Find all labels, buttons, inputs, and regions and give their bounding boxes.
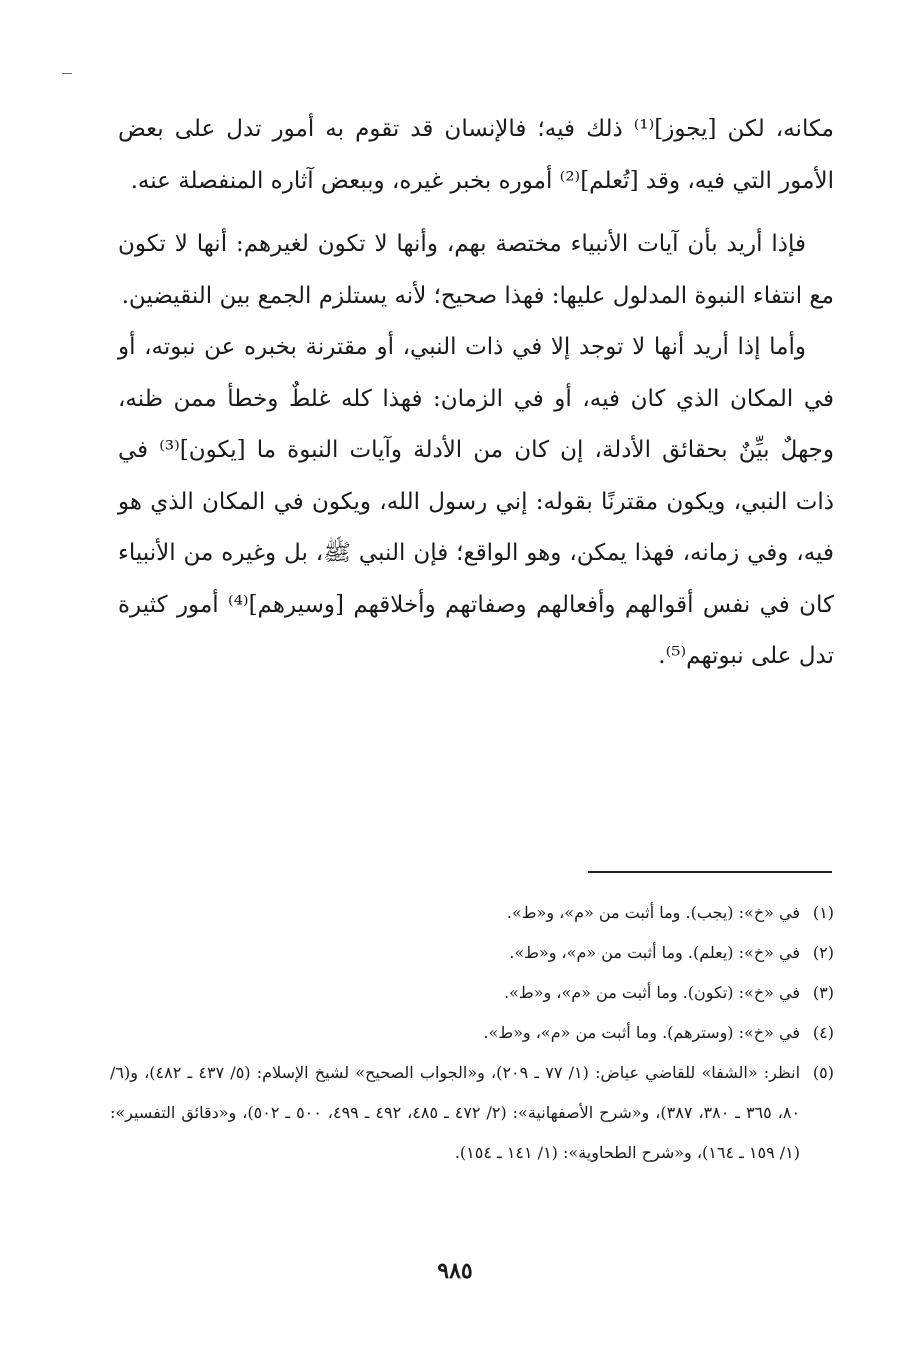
footnotes — [110, 893, 834, 1173]
footnote-number: (١) — [812, 903, 834, 922]
footnote-3 — [110, 973, 834, 1013]
footnote-text: في «خ»: (يعلم). وما أثبت من «م»، و«ط». — [509, 943, 800, 962]
footnote-2 — [110, 933, 834, 973]
footnote-number: (٣) — [812, 983, 834, 1002]
paragraph-3: وأما إذا أريد أنها لا توجد إلا في ذات النبي، أو مقترنة بخبره عن نبوته، أو في المكان الذي كان فيه، أو في الزمان: فهذا كله غلطٌ وخطأ ممن ظنه، وجهلٌ بيِّنٌ بحقائق الأدلة، إن كان من الأدلة وآيات النبوة ما [يكون]⁽³⁾ في ذات النبي، ويكون مقترنًا بقوله: إني رسول الله، ويكون في المكان الذي هو فيه، وفي زمانه، فهذا يمكن، وهو الواقع؛ فإن النبي ﷺ، بل وغيره من الأنبياء كان في نفس أقوالهم وأفعالهم وصفاتهم وأخلاقهم [وسيرهم]⁽⁴⁾ أمور كثيرة تدل على نبوتهم⁽⁵⁾. — [118, 334, 835, 669]
footnote-4 — [110, 1013, 834, 1053]
footnote-text: انظر: «الشفا» للقاضي عياض: (١/ ٧٧ ـ ٢٠٩)، و«الجواب الصحيح» لشيخ الإسلام: (٥/ ٤٣٧ ـ ٤٨٢)، و(٦/ ٨٠، ٣٦٥ ـ ٣٨٠، ٣٨٧)، و«شرح الأصفهانية»: (٢/ ٤٧٢ ـ ٤٨٥، ٤٩٢ ـ ٤٩٩، ٥٠٠ ـ ٥٠٢)، و«دقائق التفسير»: (١/ ١٥٩ ـ ١٦٤)، و«شرح الطحاوية»: (١/ ١٤١ ـ ١٥٤). — [110, 1063, 801, 1162]
footnote-1 — [110, 893, 834, 933]
footnote-text: في «خ»: (وسترهم). وما أثبت من «م»، و«ط». — [483, 1023, 800, 1042]
footnote-number: (٢) — [812, 943, 834, 962]
footnote-number: (٤) — [812, 1023, 834, 1042]
footnote-text: في «خ»: (يجب). وما أثبت من «م»، و«ط». — [506, 903, 800, 922]
footnote-separator — [588, 871, 832, 873]
paragraph-1: مكانه، لكن [يجوز]⁽¹⁾ ذلك فيه؛ فالإنسان قد تقوم به أمور تدل على بعض الأمور التي فيه، وقد [تُعلم]⁽²⁾ أموره بخبر غيره، وببعض آثاره المنفصلة عنه. — [118, 116, 834, 194]
paragraph-2: فإذا أريد بأن آيات الأنبياء مختصة بهم، وأنها لا تكون لغيرهم: أنها لا تكون مع انتفاء النبوة المدلول عليها: فهذا صحيح؛ لأنه يستلزم الجمع بين النقيضين. — [118, 231, 834, 309]
footnote-5 — [110, 1053, 834, 1173]
page-number: ٩٨٥ — [437, 1258, 473, 1284]
main-body-text — [118, 104, 834, 683]
margin-mark — [62, 73, 72, 74]
footnote-number: (٥) — [812, 1063, 834, 1082]
footnote-text: في «خ»: (تكون). وما أثبت من «م»، و«ط». — [504, 983, 800, 1002]
